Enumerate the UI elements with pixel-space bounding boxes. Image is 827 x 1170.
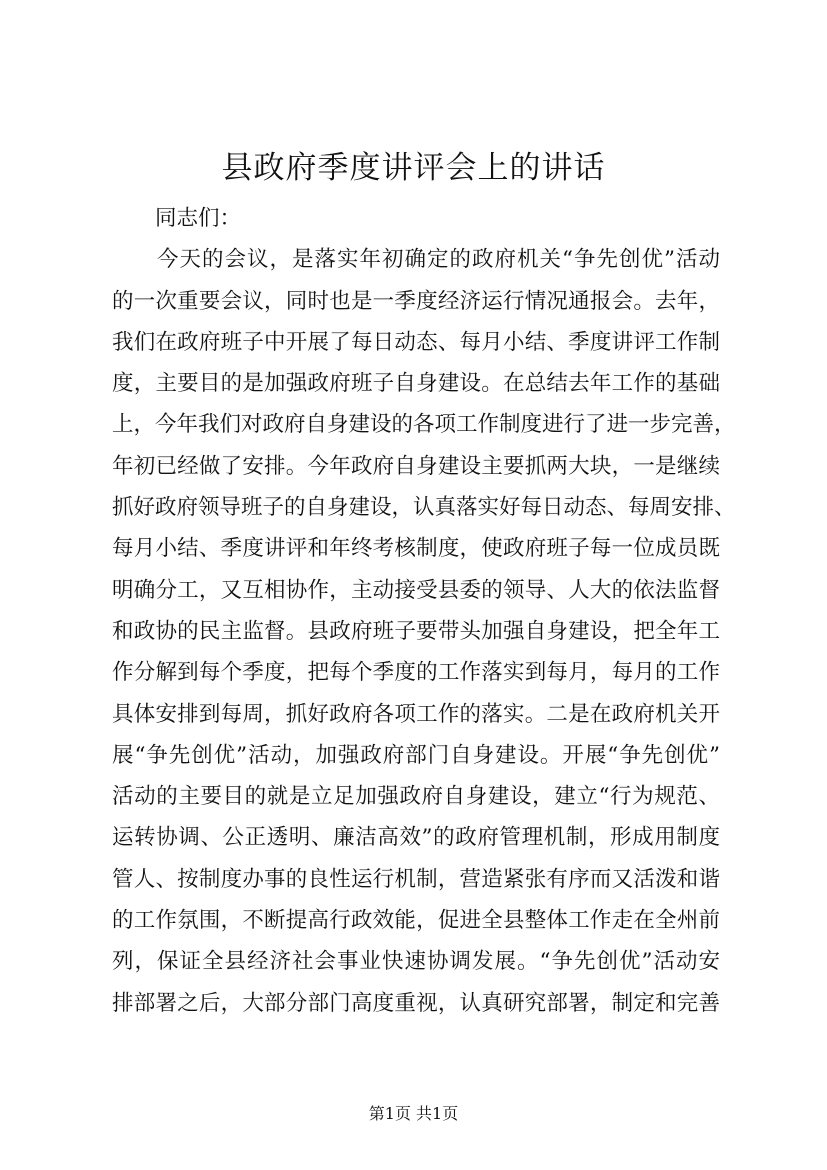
paragraph-line: 的工作氛围，不断提高行政效能，促进全县整体工作走在全州前 [112,908,720,934]
paragraph-line: 每月小结、季度讲评和年终考核制度，使政府班子每一位成员既 [112,536,720,562]
paragraph-line: 的一次重要会议，同时也是一季度经济运行情况通报会。去年， [112,288,720,314]
paragraph-line: 今天的会议，是落实年初确定的政府机关“争先创优”活动 [112,247,720,273]
paragraph-line: 度，主要目的是加强政府班子自身建设。在总结去年工作的基础 [112,371,720,397]
document-title: 县政府季度讲评会上的讲话 [221,150,606,186]
paragraph-line: 年初已经做了安排。今年政府自身建设主要抓两大块，一是继续 [112,453,720,479]
paragraph-line: 运转协调、公正透明、廉洁高效”的政府管理机制，形成用制度 [112,825,720,851]
paragraph-line: 和政协的民主监督。县政府班子要带头加强自身建设，把全年工 [112,618,720,644]
paragraph-line: 明确分工，又互相协作，主动接受县委的领导、人大的依法监督 [112,577,720,603]
paragraph-line: 抓好政府领导班子的自身建设，认真落实好每日动态、每周安排、 [112,495,736,521]
document-body [112,198,736,1024]
paragraph-line: 活动的主要目的就是立足加强政府自身建设，建立“行为规范、 [112,784,720,810]
page-footer: 第1页 共1页 [368,1104,459,1123]
paragraph-line: 列，保证全县经济社会事业快速协调发展。“争先创优”活动安 [112,949,720,975]
paragraph-line: 具体安排到每周，抓好政府各项工作的落实。二是在政府机关开 [112,701,720,727]
salutation: 同志们： [112,206,242,231]
paragraph-line: 排部署之后，大部分部门高度重视，认真研究部署，制定和完善 [112,990,720,1016]
paragraph-line: 我们在政府班子中开展了每日动态、每月小结、季度讲评工作制 [112,329,720,355]
paragraph-line: 上，今年我们对政府自身建设的各项工作制度进行了进一步完善， [112,412,736,438]
paragraph-line: 作分解到每个季度，把每个季度的工作落实到每月，每月的工作 [112,660,720,686]
paragraph-line: 管人、按制度办事的良性运行机制，营造紧张有序而又活泼和谐 [112,866,720,892]
paragraph-line: 展“争先创优”活动，加强政府部门自身建设。开展“争先创优” [112,742,720,768]
